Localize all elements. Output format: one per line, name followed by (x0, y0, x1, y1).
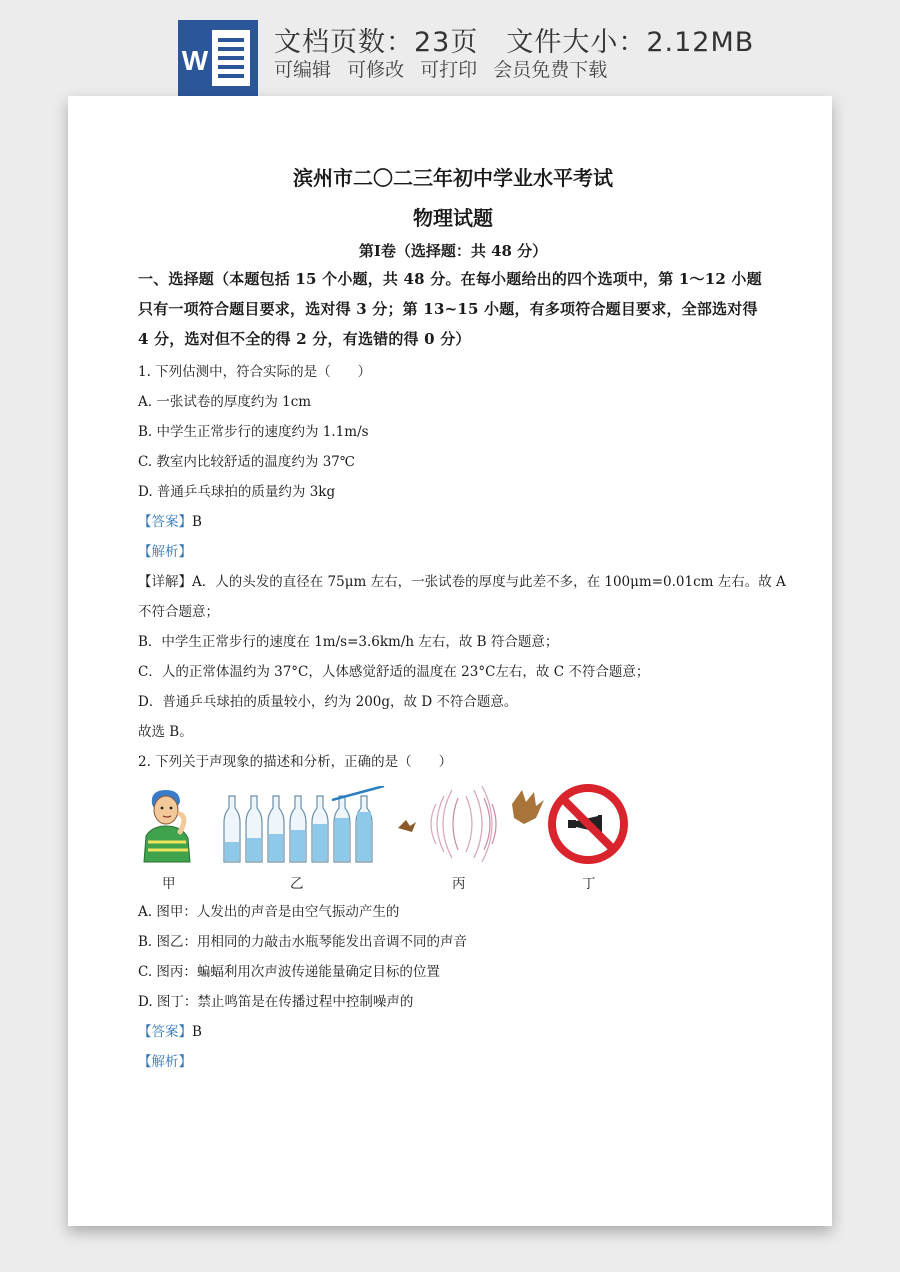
question-1-option-d: D. 普通乒乓球拍的质量约为 3kg (138, 484, 336, 500)
question-2-option-d: D. 图丁：禁止鸣笛是在传播过程中控制噪声的 (138, 994, 414, 1010)
answer-value: B (192, 1024, 202, 1040)
analysis-tag: 【解析】 (138, 544, 192, 560)
answer-tag: 【答案】 (138, 1024, 192, 1040)
question-1-option-b: B. 中学生正常步行的速度约为 1.1m/s (138, 424, 369, 440)
question-1-detail-1 (138, 570, 786, 590)
question-1-stem: 1. 下列估测中，符合实际的是（ ） (138, 364, 372, 380)
question-1-answer (138, 510, 202, 530)
figure-label-yi: 乙 (290, 876, 304, 892)
feature-list (274, 55, 617, 82)
person-speaking-illustration (138, 784, 202, 864)
question-1-option-c: C. 教室内比较舒适的温度约为 37℃ (138, 454, 356, 470)
feature-member-download: 会员免费下载 (493, 59, 608, 81)
question-2-option-c: C. 图丙：蝙蝠利用次声波传递能量确定目标的位置 (138, 964, 440, 980)
question-2-option-a: A. 图甲：人发出的声音是由空气振动产生的 (138, 904, 400, 920)
detail-tag: 【详解】 (138, 574, 192, 590)
figure-label-ding: 丁 (582, 876, 596, 892)
question-1-detail-6: 故选 B。 (138, 724, 193, 740)
exam-title: 滨州市二〇二三年初中学业水平考试 (293, 166, 613, 190)
question-2-analysis (138, 1050, 192, 1070)
exam-part: 第Ⅰ卷（选择题：共 48 分） (358, 242, 548, 260)
question-1-detail-3: B．中学生正常步行的速度在 1m/s=3.6km/h 左右，故 B 符合题意； (138, 634, 559, 650)
answer-value: B (192, 514, 202, 530)
question-2-figure (138, 784, 778, 894)
question-2-option-b: B. 图乙：用相同的力敲击水瓶琴能发出音调不同的声音 (138, 934, 468, 950)
bat-echolocation-illustration (396, 784, 546, 866)
analysis-tag: 【解析】 (138, 1054, 192, 1070)
figure-label-jia: 甲 (162, 876, 176, 892)
question-2-stem: 2. 下列关于声现象的描述和分析，正确的是（ ） (138, 754, 453, 770)
page-count: 文档页数：23页 (274, 27, 479, 58)
document-meta (274, 20, 782, 59)
feature-editable: 可编辑 (274, 59, 332, 81)
question-1-option-a: A. 一张试卷的厚度约为 1cm (138, 394, 312, 410)
document-page (68, 96, 832, 1226)
feature-modifiable: 可修改 (347, 59, 405, 81)
water-bottle-xylophone-illustration (220, 786, 386, 866)
question-1-detail-5: D．普通乒乓球拍的质量较小，约为 200g，故 D 不符合题意。 (138, 694, 518, 710)
figure-label-bing: 丙 (452, 876, 466, 892)
section-heading: 一、选择题（本题包括 15 个小题，共 48 分。在每小题给出的四个选项中，第 1～12 小题只有一项符合题目要求，选对得 3 分；第 13~15 小题，有多项符合题目要求，全部选对得 4 分，选对但不全的得 2 分，有选错的得 0 分） (138, 270, 762, 348)
answer-tag: 【答案】 (138, 514, 192, 530)
file-size: 文件大小：2.12MB (506, 27, 755, 58)
question-2-answer (138, 1020, 202, 1040)
svg-text:W: W (181, 45, 209, 76)
no-honking-sign-icon (546, 782, 630, 866)
question-1-analysis (138, 540, 192, 560)
exam-subject: 物理试题 (413, 206, 493, 230)
word-document-icon (178, 20, 258, 96)
question-1-detail-4: C．人的正常体温约为 37°C，人体感觉舒适的温度在 23°C左右，故 C 不符合题意； (138, 664, 650, 680)
feature-printable: 可打印 (420, 59, 478, 81)
download-banner (0, 0, 900, 96)
question-1-detail-2: 不符合题意； (138, 604, 219, 620)
detail-text: A．人的头发的直径在 75μm 左右，一张试卷的厚度与此差不多，在 100μm=0.01cm 左右。故 A (192, 574, 786, 590)
